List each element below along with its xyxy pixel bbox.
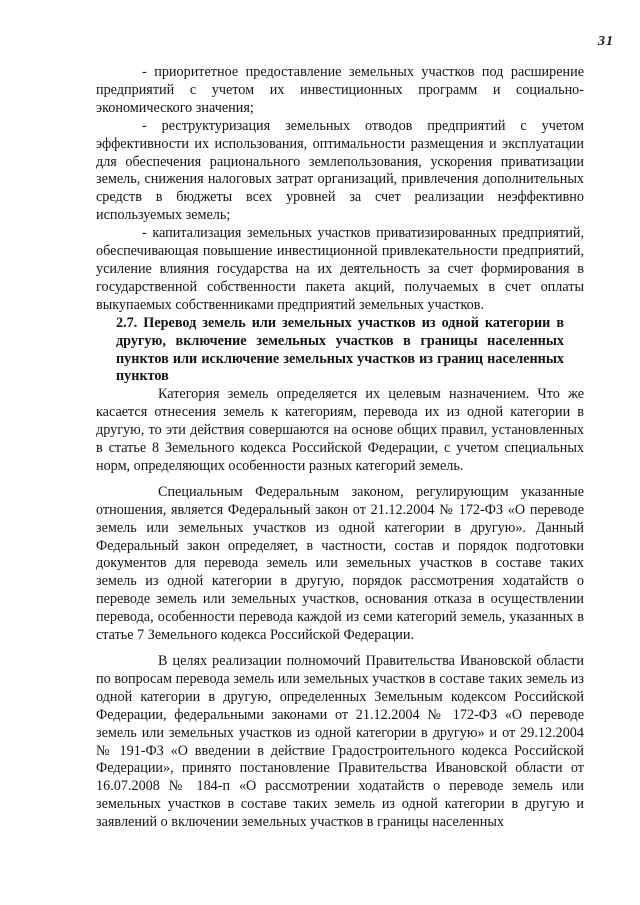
page-number: 31 [598, 34, 614, 49]
paragraph-federal-law: Специальным Федеральным законом, регулирующим указанные отношения, является Федеральный закон от 21.12.2004 № 172-ФЗ «О переводе земель или земельных участков из одной категории в другую». Данный Федеральный закон определяет, в частности, состав и порядок подготовки документов для перевода земель или земельных участков в составе таких земель из одной категории в другую, порядок рассмотрения ходатайств о переводе земель или земельных участков, основания отказа в осуществлении перевода, особенности перевода каждой из семи категорий земель, указанных в статье 7 Земельного кодекса Российской Федерации. [96, 483, 584, 644]
paragraph-land-category: Категория земель определяется их целевым назначением. Что же касается отнесения земель к категориям, перевода их из одной категории в другую, то эти действия совершаются на основе общих правил, установленных в статье 8 Земельного кодекса Российской Федерации, с учетом специальных норм, определяющих особенности разных категорий земель. [96, 386, 584, 474]
section-heading: 2.7. Перевод земель или земельных участков из одной категории в другую, включение земельных участков в границы населенных пунктов или исключение земельных участков из границ населенных пунктов [116, 314, 564, 385]
bullet-restructuring: - реструктуризация земельных отводов предприятий с учетом эффективности их использования, оптимальности размещения и эксплуатации для обеспечения рационального землепользования, ускорения приватизации земель, снижения налоговых затрат организаций, привлечения дополнительных средств в бюджеты всех уровней за счет реализации неэффективно используемых земель; [96, 117, 584, 224]
paragraph-regional-implementation: В целях реализации полномочий Правительства Ивановской области по вопросам перевода земель или земельных участков в составе таких земель из одной категории в другую, определенных Земельным кодексом Российской Федерации, федеральными законами от 21.12.2004 № 172-ФЗ «О переводе земель или земельных участков из одной категории в другую» и от 29.12.2004 № 191-ФЗ «О введении в действие Градостроительного кодекса Российской Федерации», принято постановление Правительства Ивановской области от 16.07.2008 № 184-п «О рассмотрении ходатайств о переводе земель или земельных участков в составе таких земель из одной категории в другую и заявлений о включении земельных участков в границы населенных [96, 653, 584, 831]
bullet-capitalization: - капитализация земельных участков приватизированных предприятий, обеспечивающая повышение инвестиционной привлекательности предприятий, усиление влияния государства на их деятельность за счет формирования в государственной собственности пакета акций, получаемых в счет оплаты выкупаемых собственниками предприятий земельных участков. [96, 225, 584, 313]
page-content [96, 64, 584, 832]
bullet-priority-allocation: - приоритетное предоставление земельных участков под расширение предприятий с учетом их инвестиционных программ и социально-экономического значения; [96, 64, 584, 116]
